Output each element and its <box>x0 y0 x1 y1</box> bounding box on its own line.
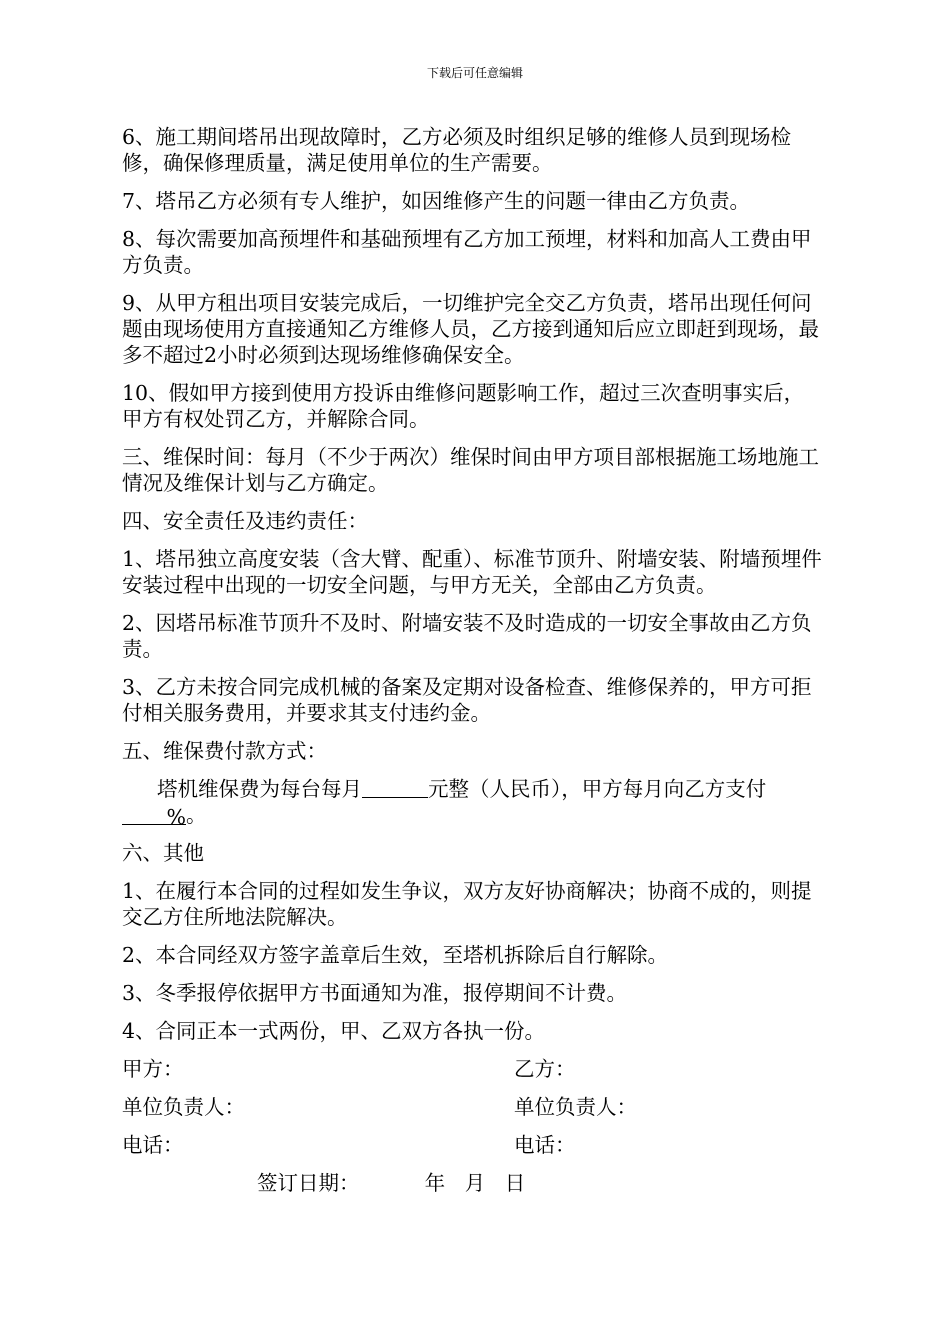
section-heading-payment: 五、维保费付款方式： <box>122 739 327 763</box>
safety-item-3: 3、乙方未按合同完成机械的备案及定期对设备检查、维修保养的，甲方可拒付相关服务费用，并要求其支付违约金。 <box>122 675 812 725</box>
phone-a-label: 电话： <box>122 1133 184 1157</box>
section-heading-other: 六、其他 <box>122 841 204 865</box>
phone-b-label: 电话： <box>514 1133 576 1157</box>
party-a-label: 甲方： <box>122 1057 184 1081</box>
page-header: 下载后可任意编辑 <box>426 66 523 80</box>
percent-sign: % <box>166 805 186 829</box>
payment-text-2: 元整（人民币），甲方每月向乙方支付 <box>428 777 767 801</box>
other-item-3: 3、冬季报停依据甲方书面通知为准，报停期间不计费。 <box>122 981 628 1005</box>
signature-row-leader <box>122 1094 822 1120</box>
date-year: 年 <box>424 1171 446 1195</box>
party-b-label: 乙方： <box>514 1057 576 1081</box>
other-item-1: 1、在履行本合同的过程如发生争议，双方友好协商解决；协商不成的，则提交乙方住所地法院解决。 <box>122 879 812 929</box>
section-heading-safety: 四、安全责任及违约责任： <box>122 509 368 533</box>
date-label: 签订日期： <box>257 1171 360 1195</box>
other-item-2: 2、本合同经双方签字盖章后生效，至塔机拆除后自行解除。 <box>122 943 669 967</box>
payment-paragraph <box>122 776 822 828</box>
leader-b-label: 单位负责人： <box>514 1095 637 1119</box>
safety-item-2: 2、因塔吊标准节顶升不及时、附墙安装不及时造成的一切安全事故由乙方负责。 <box>122 611 812 661</box>
paragraph-item-6: 6、施工期间塔吊出现故障时，乙方必须及时组织足够的维修人员到现场检修，确保修理质量，满足使用单位的生产需要。 <box>122 125 792 175</box>
payment-text-3: 。 <box>186 803 207 827</box>
signing-date-row <box>257 1170 822 1196</box>
paragraph-item-9: 9、从甲方租出项目安装完成后，一切维护完全交乙方负责，塔吊出现任何问题由现场使用方直接通知乙方维修人员，乙方接到通知后应立即赶到现场，最多不超过2小时必须到达现场维修确保安全。 <box>122 291 819 367</box>
safety-item-1: 1、塔吊独立高度安装（含大臂、配重）、标准节顶升、附墙安装、附墙预埋件安装过程中出现的一切安全问题，与甲方无关，全部由乙方负责。 <box>122 547 822 597</box>
leader-a-label: 单位负责人： <box>122 1095 245 1119</box>
date-day: 日 <box>504 1171 526 1195</box>
paragraph-item-7: 7、塔吊乙方必须有专人维护，如因维修产生的问题一律由乙方负责。 <box>122 189 751 213</box>
other-item-4: 4、合同正本一式两份，甲、乙双方各执一份。 <box>122 1019 546 1043</box>
payment-text-1: 塔机维保费为每台每月 <box>157 777 362 801</box>
paragraph-item-8: 8、每次需要加高预埋件和基础预埋有乙方加工预埋，材料和加高人工费由甲方负责。 <box>122 227 812 277</box>
signature-row-party <box>122 1056 822 1082</box>
document-body <box>122 124 822 1196</box>
signature-row-phone <box>122 1132 822 1158</box>
percent-blank[interactable] <box>122 804 186 829</box>
date-month: 月 <box>464 1171 486 1195</box>
fee-amount-blank[interactable] <box>362 777 428 798</box>
paragraph-item-10: 10、假如甲方接到使用方投诉由维修问题影响工作，超过三次查明事实后，甲方有权处罚乙方，并解除合同。 <box>122 381 805 431</box>
section-maintenance-time: 三、维保时间：每月（不少于两次）维保时间由甲方项目部根据施工场地施工情况及维保计划与乙方确定。 <box>122 445 819 495</box>
